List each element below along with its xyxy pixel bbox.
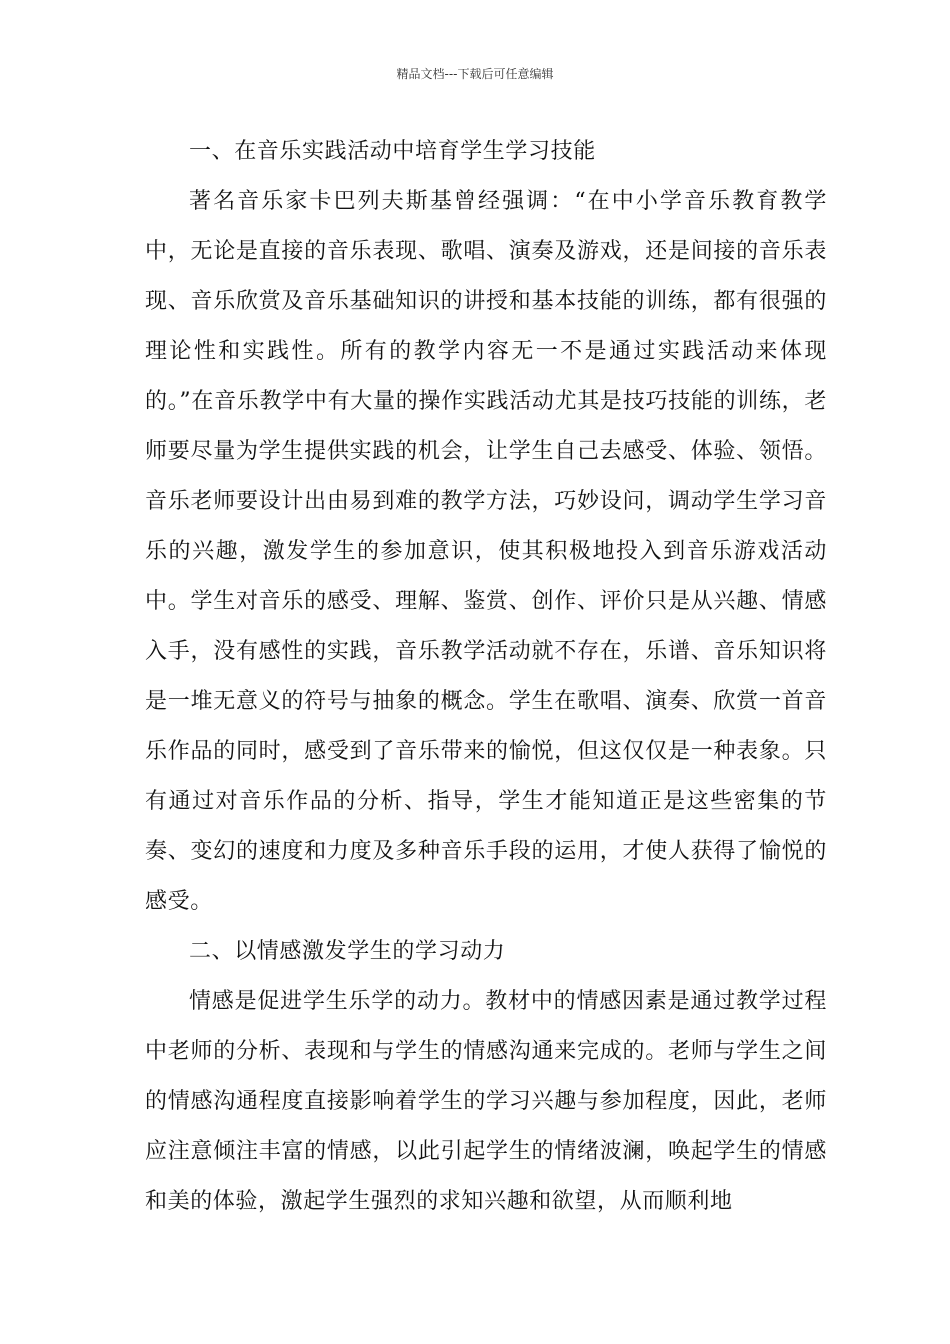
- page-header: 精品文档---下载后可任意编辑: [396, 67, 554, 81]
- document-body: [145, 127, 827, 1227]
- section-heading-2: 二、以情感激发学生的学习动力: [189, 939, 506, 964]
- section-heading-1: 一、在音乐实践活动中培育学生学习技能: [189, 139, 596, 164]
- paragraph-1: 著名音乐家卡巴列夫斯基曾经强调：“在中小学音乐教育教学中，无论是直接的音乐表现、歌唱、演奏及游戏，还是间接的音乐表现、音乐欣赏及音乐基础知识的讲授和基本技能的训练，都有很强的理论性和实践性。所有的教学内容无一不是通过实践活动来体现的。”在音乐教学中有大量的操作实践活动尤其是技巧技能的训练，老师要尽量为学生提供实践的机会，让学生自己去感受、体验、领悟。音乐老师要设计出由易到难的教学方法，巧妙设问，调动学生学习音乐的兴趣，激发学生的参加意识，使其积极地投入到音乐游戏活动中。学生对音乐的感受、理解、鉴赏、创作、评价只是从兴趣、情感入手，没有感性的实践，音乐教学活动就不存在，乐谱、音乐知识将是一堆无意义的符号与抽象的概念。学生在歌唱、演奏、欣赏一首音乐作品的同时，感受到了音乐带来的愉悦，但这仅仅是一种表象。只有通过对音乐作品的分析、指导，学生才能知道正是这些密集的节奏、变幻的速度和力度及多种音乐手段的运用，才使人获得了愉悦的感受。: [145, 189, 827, 914]
- paragraph-2: 情感是促进学生乐学的动力。教材中的情感因素是通过教学过程中老师的分析、表现和与学生的情感沟通来完成的。老师与学生之间的情感沟通程度直接影响着学生的学习兴趣与参加程度，因此，老师应注意倾注丰富的情感，以此引起学生的情绪波澜，唤起学生的情感和美的体验，激起学生强烈的求知兴趣和欲望，从而顺利地: [145, 989, 827, 1214]
